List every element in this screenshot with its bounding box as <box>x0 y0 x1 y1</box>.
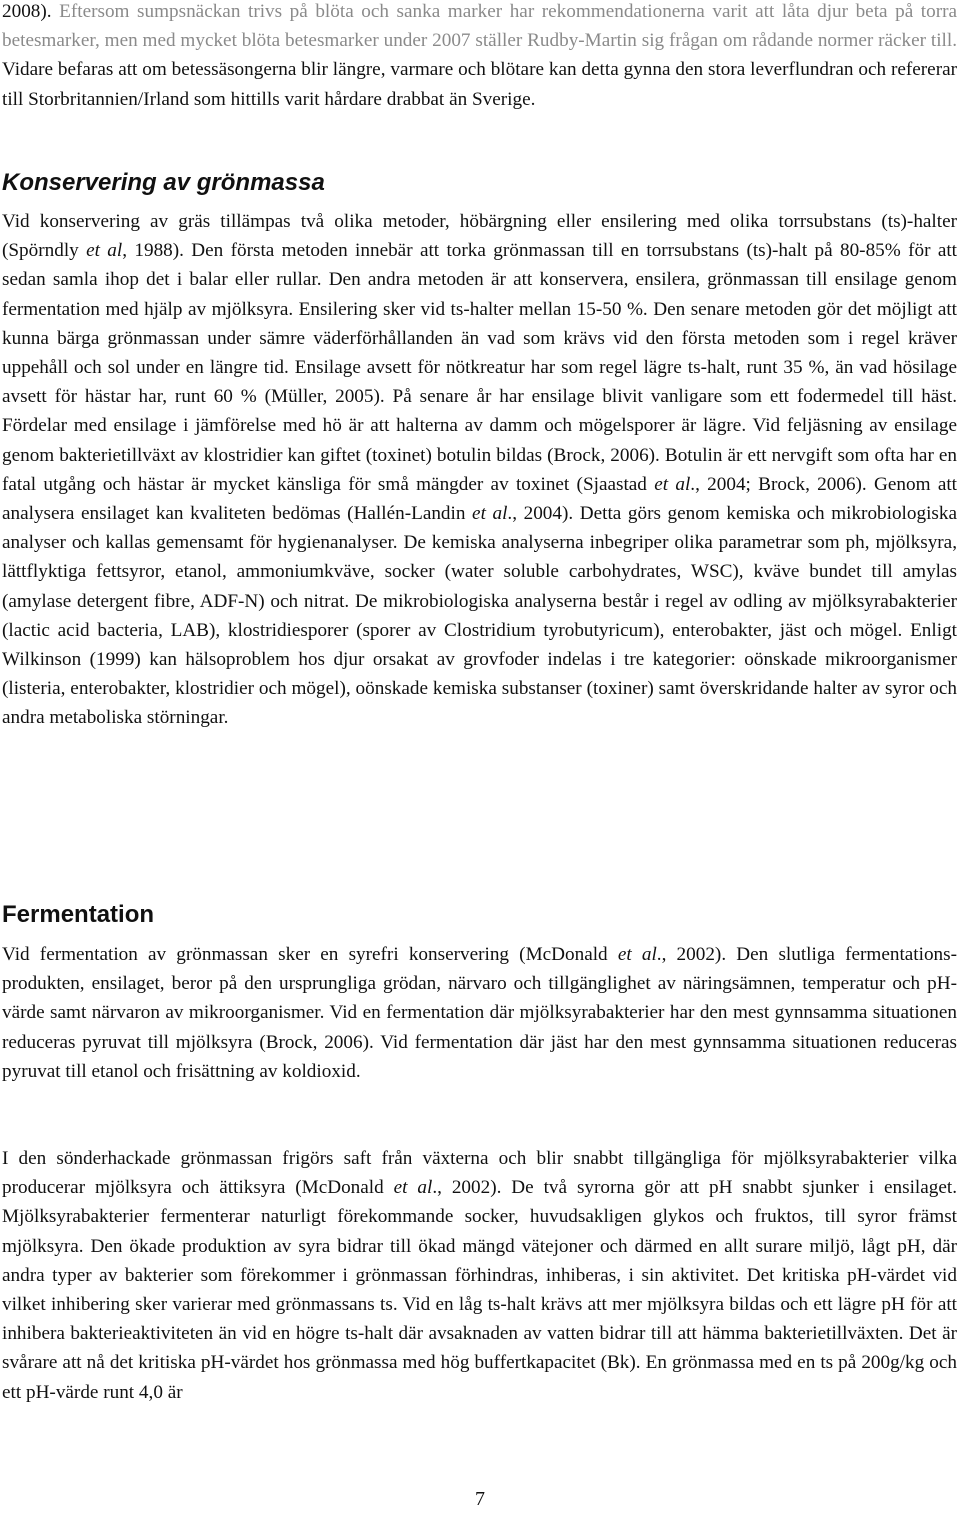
continuation-faded-text: Eftersom sumpsnäckan trivs på blöta och sanka marker har rekommendationerna varit att låta djur beta på torra betesmarker, men med mycket blöta betesmarker under 2007 ställer Rudby-Martin sig frågan om rådande normer räcker till. <box>2 1 958 52</box>
fermentation-paragraph-1 <box>2 940 957 1086</box>
konservering-paragraph <box>2 207 957 733</box>
fermentation-p1-etal: et al <box>617 944 657 965</box>
page-number: 7 <box>475 1488 485 1510</box>
konservering-text-b: , 1988). Den första metoden innebär att torka grönmassan till en torrsubstans (ts)-halt på 80-85% för att sedan samla ihop det i balar eller rullar. Den andra metoden är att konservera, ensilera, grönmassan till ensilage genom fermentation med hjälp av mjölksyra. Ensilering sker vid ts-halter mellan 15-50 %. Den senare metoden gör det möjligt att kunna bärga grönmassan under sämre väderförhållanden än vad som krävs vid den första metoden som i regel kräver uppehåll och sol under en längre tid. Ensilage avsett för nötkreatur har som regel lägre ts-halt, runt 35 %, än vad hösilage avsett för hästar har, runt 60 % (Müller, 2005). På senare år har ensilage blivit vanligare som ett fodermedel till häst. Fördelar med ensilage i jämförelse med hö är att halterna av damm och mögelsporer är lägre. Vid feljäsning av ensilage genom bakterietillväxt av klostridier kan giftet (toxinet) botulin bildas (Brock, 2006). Botulin är ett nervgift som ofta har en fatal utgång och hästar är mycket känsliga för små mängder av toxinet (Sjaastad <box>2 240 957 495</box>
fermentation-p2-text-a: I den sönderhackade grönmassan frigörs saft från växterna och blir snabbt tillgängliga för mjölksyrabakterier vilka producerar mjölksyra och ättiksyra (McDonald <box>2 1148 957 1199</box>
continuation-paragraph <box>2 0 957 114</box>
konservering-etal-2: et al <box>654 473 691 495</box>
continuation-lead: 2008). <box>2 1 60 22</box>
konservering-text-c: ., 2004; Brock, 2006). Genom att analysera ensilaget kan kvaliteten bedömas (Hallén-Landin <box>2 473 957 525</box>
konservering-etal-1: et al <box>86 240 123 262</box>
section-heading-fermentation: Fermentation <box>2 901 155 928</box>
konservering-etal-3: et al <box>472 503 508 525</box>
fermentation-paragraph-2 <box>2 1144 957 1407</box>
continuation-rest: Vidare befaras att om betessäsongerna blir längre, varmare och blötare kan detta gynna den stora leverflundran och refererar till Storbritannien/Irland som hittills varit hårdare drabbat än Sverige. <box>2 59 957 110</box>
section-heading-konservering: Konservering av grönmassa <box>2 169 325 196</box>
fermentation-p1-text-b: ., 2002). Den slutliga fermentations- produkten, ensilaget, beror på den ursprungliga grödan, närvaro och tillgänglighet av näringsämnen, temperatur och pH-värde samt närvaron av mikroorganismer. Vid en fermentation där mjölksyrabakterier har den mest gynnsamma situationen reduceras pyruvat till mjölksyra (Brock, 2006). Vid fermentation där jäst har den mest gynnsamma situationen reduceras pyruvat till etanol och frisättning av koldioxid. <box>2 944 957 1082</box>
fermentation-p1-text-a: Vid fermentation av grönmassan sker en syrefri konservering (McDonald <box>2 944 618 965</box>
fermentation-p2-text-b: ., 2002). De två syrorna gör att pH snabbt sjunker i ensilaget. Mjölksyrabakterier fermenterar naturligt förekommande socker, huvudsakligen glykos och fruktos, till syror främst mjölksyra. Den ökade produktion av syra bidrar till ökad mängd vätejoner och därmed en allt surare miljö, lågt pH, där andra typer av bakterier som förekommer i grönmassan förhindras, inhiberas, i sin aktivitet. Det kritiska pH-värdet vid vilket inhibering sker varierar med grönmassans ts. Vid en låg ts-halt krävs att mer mjölksyra bildas och ett lägre pH för att inhibera bakterieaktiviteten än vid en högre ts-halt där avsaknaden av vatten bidrar till att hämma bakterietillväxten. Det är svårare att nå det kritiska pH-värdet hos grönmassa med hög buffertkapacitet (Bk). En grönmassa med en ts på 200g/kg och ett pH-värde runt 4,0 är <box>2 1177 958 1403</box>
fermentation-p2-etal: et al <box>393 1177 433 1199</box>
konservering-text-a: Vid konservering av gräs tillämpas två olika metoder, höbärgning eller ensilering med olika torrsubstans (ts)-halter (Spörndly <box>2 211 957 262</box>
konservering-text-d: ., 2004). Detta görs genom kemiska och mikrobiologiska analyser och kallas gemensamt för hygienanalyser. De kemiska analyserna inbegriper olika parametrar som ph, mjölksyra, lättflyktiga fettsyror, etanol, ammoniumkväve, socker (water soluble carbohydrates, WSC), kväve bundet till amylas (amylase detergent fibre, ADF-N) och nitrat. De mikrobiologiska analyserna består i regel av odling av mjölksyrabakterier (lactic acid bacteria, LAB), klostridiesporer (sporer av Clostridium tyrobutyricum), enterobakter, jäst och mögel. Enligt Wilkinson (1999) kan hälsoproblem hos djur orsakat av grovfoder indelas i tre kategorier: oönskade mikroorganismer (listeria, enterobakter, klostridier och mögel), oönskade kemiska substanser (toxiner) samt överskridande halter av syror och andra metaboliska störningar. <box>2 503 957 729</box>
